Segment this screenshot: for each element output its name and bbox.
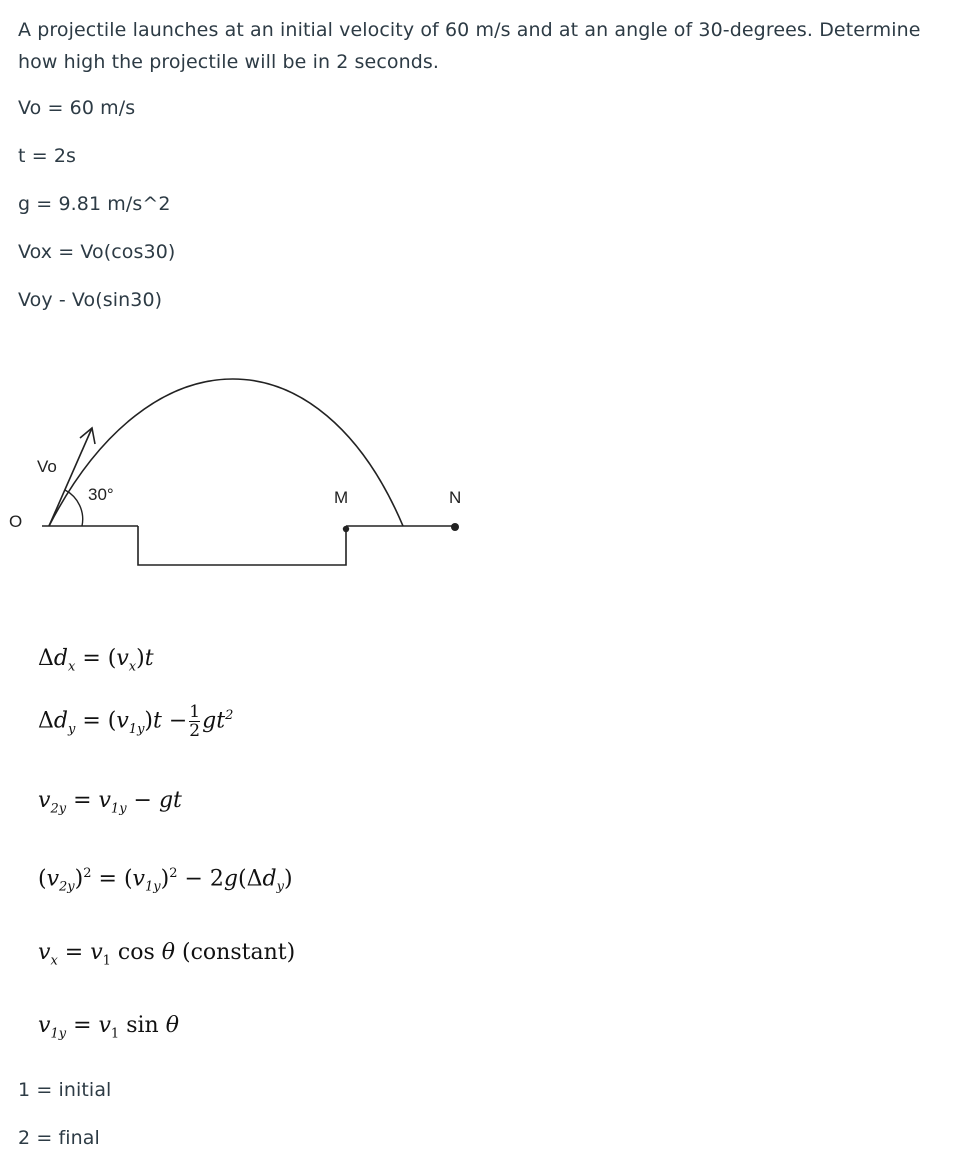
given-initial-velocity: Vo = 60 m/s [18, 97, 136, 119]
point-m-marker [343, 526, 349, 532]
label-angle: 30° [88, 485, 114, 504]
label-origin: O [9, 512, 23, 531]
given-vox: Vox = Vo(cos30) [18, 241, 176, 263]
equation-dy: $\Delta d_y = (v_{1y})t$ − $\frac{1}{2}$ $gt^2$ [38, 702, 234, 741]
given-voy: Voy - Vo(sin30) [18, 289, 163, 311]
velocity-arrowhead [80, 428, 95, 444]
equation-vx: $v_x = v_1$ cos θ (constant) [38, 940, 296, 969]
projectile-diagram [0, 350, 480, 580]
equation-v2y: $v_{2y} = v_{1y}$ − gt [38, 788, 182, 817]
legend-final: 2 = final [18, 1127, 100, 1149]
point-n-marker [451, 523, 459, 531]
label-n: N [449, 488, 462, 507]
equation-v1y: $v_{1y} = v_1$ sin θ [38, 1013, 179, 1042]
velocity-arrow [49, 428, 92, 526]
equation-dx: $\Delta d_x = (v_x)t$ [38, 646, 154, 675]
given-time: t = 2s [18, 145, 77, 167]
problem-statement: A projectile launches at an initial velocity of 60 m/s and at an angle of 30-degrees. Determine how high the projectile will be in 2 seconds. [18, 19, 921, 73]
given-gravity: g = 9.81 m/s^2 [18, 193, 171, 215]
equation-v2y-squared: $(v_{2y})^2 = (v_{1y})^2 - 2g(\Delta d_y)$ [38, 866, 293, 895]
cliff-outline [138, 526, 346, 565]
angle-arc [65, 490, 83, 526]
label-m: M [334, 488, 349, 507]
label-vo: Vo [37, 457, 57, 476]
legend-initial: 1 = initial [18, 1079, 112, 1101]
